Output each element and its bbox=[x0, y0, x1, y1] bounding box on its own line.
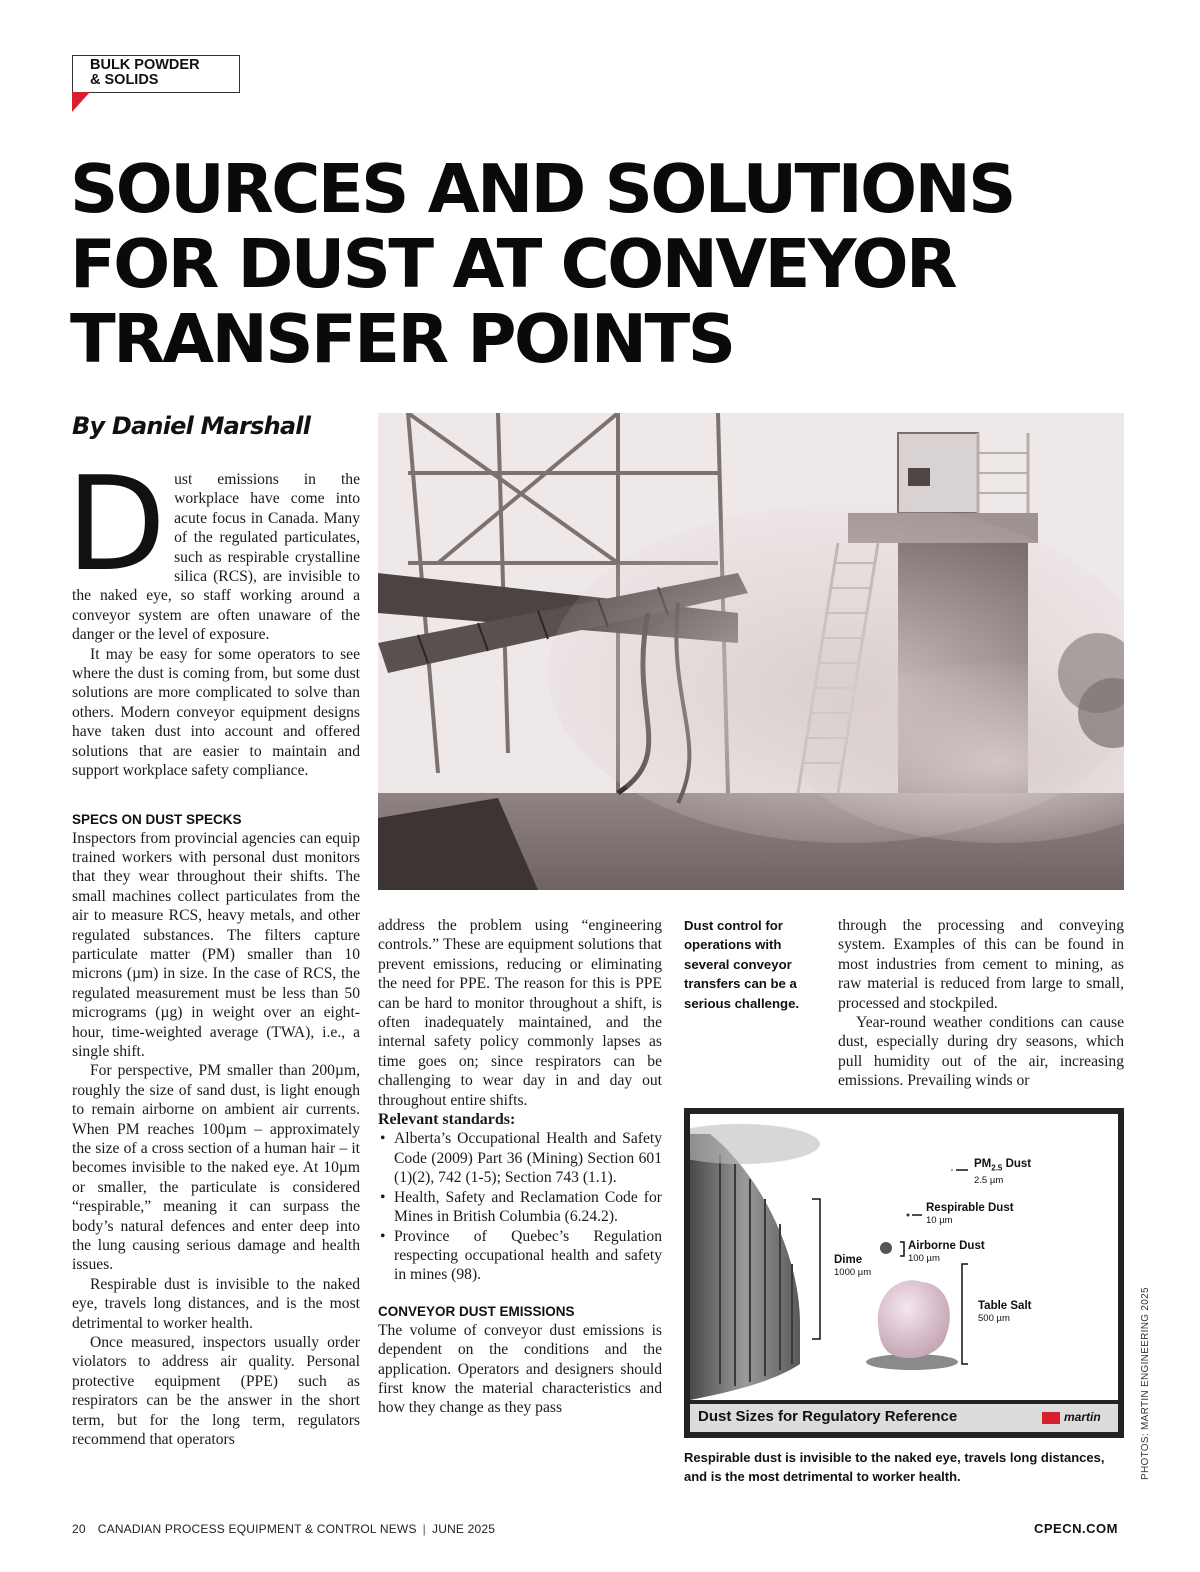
list-item: • Health, Safety and Reclamation Code for Mines in British Columbia (6.24.2). bbox=[378, 1188, 662, 1227]
headline-line2: FOR DUST AT CONVEYOR bbox=[70, 225, 956, 303]
diagram-caption: Respirable dust is invisible to the naked eye, travels long distances, and is the most detrimental to worker health. bbox=[684, 1450, 1105, 1484]
paragraph: Inspectors from provincial agencies can equip trained workers with personal dust monitors that they wear throughout their shifts. The small machines collect particulates from the air to measure RCS, heavy metals, and other regulated substances. The filters capture particulate matter (PM) smaller than 10 microns (µm) in size. In the case of RCS, the regulated measurement must be less than 50 micrograms (µg) in weight over an eight-hour, time-weighted average (TWA), i.e., a single shift. bbox=[72, 829, 360, 1060]
section-tag bbox=[90, 58, 200, 88]
headline bbox=[70, 152, 1070, 377]
website-url: CPECN.COM bbox=[1034, 1521, 1118, 1536]
table-salt-text: Table Salt bbox=[978, 1300, 1032, 1312]
article-column-4 bbox=[838, 916, 1124, 1091]
relevant-standards-list bbox=[378, 1129, 662, 1284]
footer-separator: | bbox=[422, 1522, 426, 1536]
headline-line3: TRANSFER POINTS bbox=[70, 300, 734, 378]
paragraph: It may be easy for some operators to see where the dust is coming from, but some dust solutions are more complicated to solve than others. Modern conveyor equipment designs have taken dust into account and offered solutions that are easier to maintain and support workplace safety compliance. bbox=[72, 645, 360, 780]
martin-logo-word: martin bbox=[1064, 1410, 1101, 1424]
dime-size: 1000 µm bbox=[834, 1267, 872, 1278]
photo-credit: PHOTOS: MARTIN ENGINEERING 2025 bbox=[1140, 1287, 1151, 1480]
article-column-1 bbox=[66, 448, 360, 1450]
subhead-specs: SPECS ON DUST SPECKS bbox=[72, 811, 242, 827]
pm25-label bbox=[974, 1158, 1031, 1187]
dust-size-diagram bbox=[690, 1114, 1118, 1400]
dust-size-illustration bbox=[690, 1114, 1118, 1400]
martin-logo-mark bbox=[1042, 1412, 1060, 1424]
page-footer bbox=[72, 1522, 495, 1536]
pm25-size: 2.5 µm bbox=[974, 1175, 1004, 1187]
page-number: 20 bbox=[72, 1522, 86, 1536]
intro-paragraph bbox=[66, 448, 360, 645]
conveyor-transfer-photo bbox=[378, 413, 1124, 890]
headline-line1: SOURCES AND SOLUTIONS bbox=[70, 150, 1014, 228]
table-salt-label bbox=[978, 1300, 1031, 1325]
diagram-title: Dust Sizes for Regulatory Reference bbox=[698, 1408, 958, 1425]
respirable-dust-text: Respirable Dust bbox=[926, 1202, 1014, 1214]
issue-date: JUNE 2025 bbox=[432, 1522, 496, 1536]
subhead-conveyor-emissions: CONVEYOR DUST EMISSIONS bbox=[378, 1303, 575, 1319]
list-item: • Alberta’s Occupational Health and Safety Code (2009) Part 36 (Mining) Section 601 (1)(2), 742 (1-5); Section 743 (1.1). bbox=[378, 1129, 662, 1187]
dime-text: Dime bbox=[834, 1254, 863, 1266]
conveyor-photo-illustration bbox=[378, 413, 1124, 890]
pm25-text: PM bbox=[974, 1158, 992, 1170]
pm25-suffix: Dust bbox=[1002, 1158, 1032, 1170]
pull-quote: Dust control for operations with several conveyor transfers can be a serious challenge. bbox=[684, 918, 800, 1011]
article-column-2 bbox=[378, 916, 662, 1418]
martin-logo bbox=[1042, 1410, 1114, 1426]
paragraph: Once measured, inspectors usually order violators to address air quality. Personal protective equipment (PPE) such as respirators can be the answer in the short term, but for the long term, regulators recommend that operators bbox=[72, 1334, 360, 1449]
section-tag-line2: & SOLIDS bbox=[90, 72, 159, 88]
section-tag-line1: BULK POWDER bbox=[90, 57, 200, 73]
table-salt-size: 500 µm bbox=[978, 1313, 1010, 1324]
list-item: • Province of Quebec’s Regulation respecting occupational health and safety in mines (98). bbox=[378, 1227, 662, 1285]
paragraph: For perspective, PM smaller than 200µm, roughly the size of sand dust, is light enough to remain airborne on ambient air currents. When PM reaches 100µm – approximately the size of a cross section of a human hair – it becomes invisible to the naked eye. At 10µm or smaller, the particulate is considered “respirable,” meaning it can surpass the body’s natural defences and enter deep into the lung causing serious damage and health issues. bbox=[72, 1062, 360, 1274]
relevant-standards-title: Relevant standards: bbox=[378, 1111, 516, 1129]
dime-label bbox=[834, 1254, 871, 1279]
byline: By Daniel Marshall bbox=[72, 412, 311, 440]
publication-name: CANADIAN PROCESS EQUIPMENT & CONTROL NEWS bbox=[97, 1522, 417, 1536]
airborne-dust-size: 100 µm bbox=[908, 1253, 940, 1264]
respirable-dust-label bbox=[926, 1202, 1014, 1227]
pm25-subscript: 2.5 bbox=[991, 1163, 1003, 1173]
paragraph: address the problem using “engineering controls.” These are equipment solutions that prevent emissions, reducing or eliminating the need for PPE. The reason for this is PPE can be hard to monitor throughout a shift, is often inadequately maintained, and the internal safety policy commonly lapses as time goes on; since respirators can be challenging to wear day in and day out throughout entire shifts. bbox=[378, 917, 662, 1109]
airborne-dust-label bbox=[908, 1240, 985, 1265]
airborne-dust-text: Airborne Dust bbox=[908, 1240, 985, 1252]
paragraph: The volume of conveyor dust emissions is dependent on the conditions and the application. Operators and designers should first know the material characteristics and how they change as they pass bbox=[378, 1321, 662, 1417]
section-tag-flag bbox=[72, 92, 90, 112]
paragraph: through the processing and conveying system. Examples of this can be found in most industries from cement to mining, as raw material is reduced from large to small, processed and stockpiled. bbox=[838, 917, 1124, 1012]
intro-text: ust emissions in the workplace have come into acute focus in Canada. Many of the regulated particulates, such as respirable crystalline silica (RCS), are invisible to the naked eye, so staff working around a conveyor system are often unaware of the danger or the level of exposure. bbox=[72, 471, 360, 644]
drop-cap: D bbox=[66, 448, 167, 600]
paragraph: Respirable dust is invisible to the naked eye, travels long distances, and is the most detrimental to worker health. bbox=[72, 1275, 360, 1332]
paragraph: Year-round weather conditions can cause dust, especially during dry seasons, which pull humidity out of the air, increasing emissions. Prevailing winds or bbox=[838, 1014, 1124, 1090]
respirable-dust-size: 10 µm bbox=[926, 1215, 953, 1226]
